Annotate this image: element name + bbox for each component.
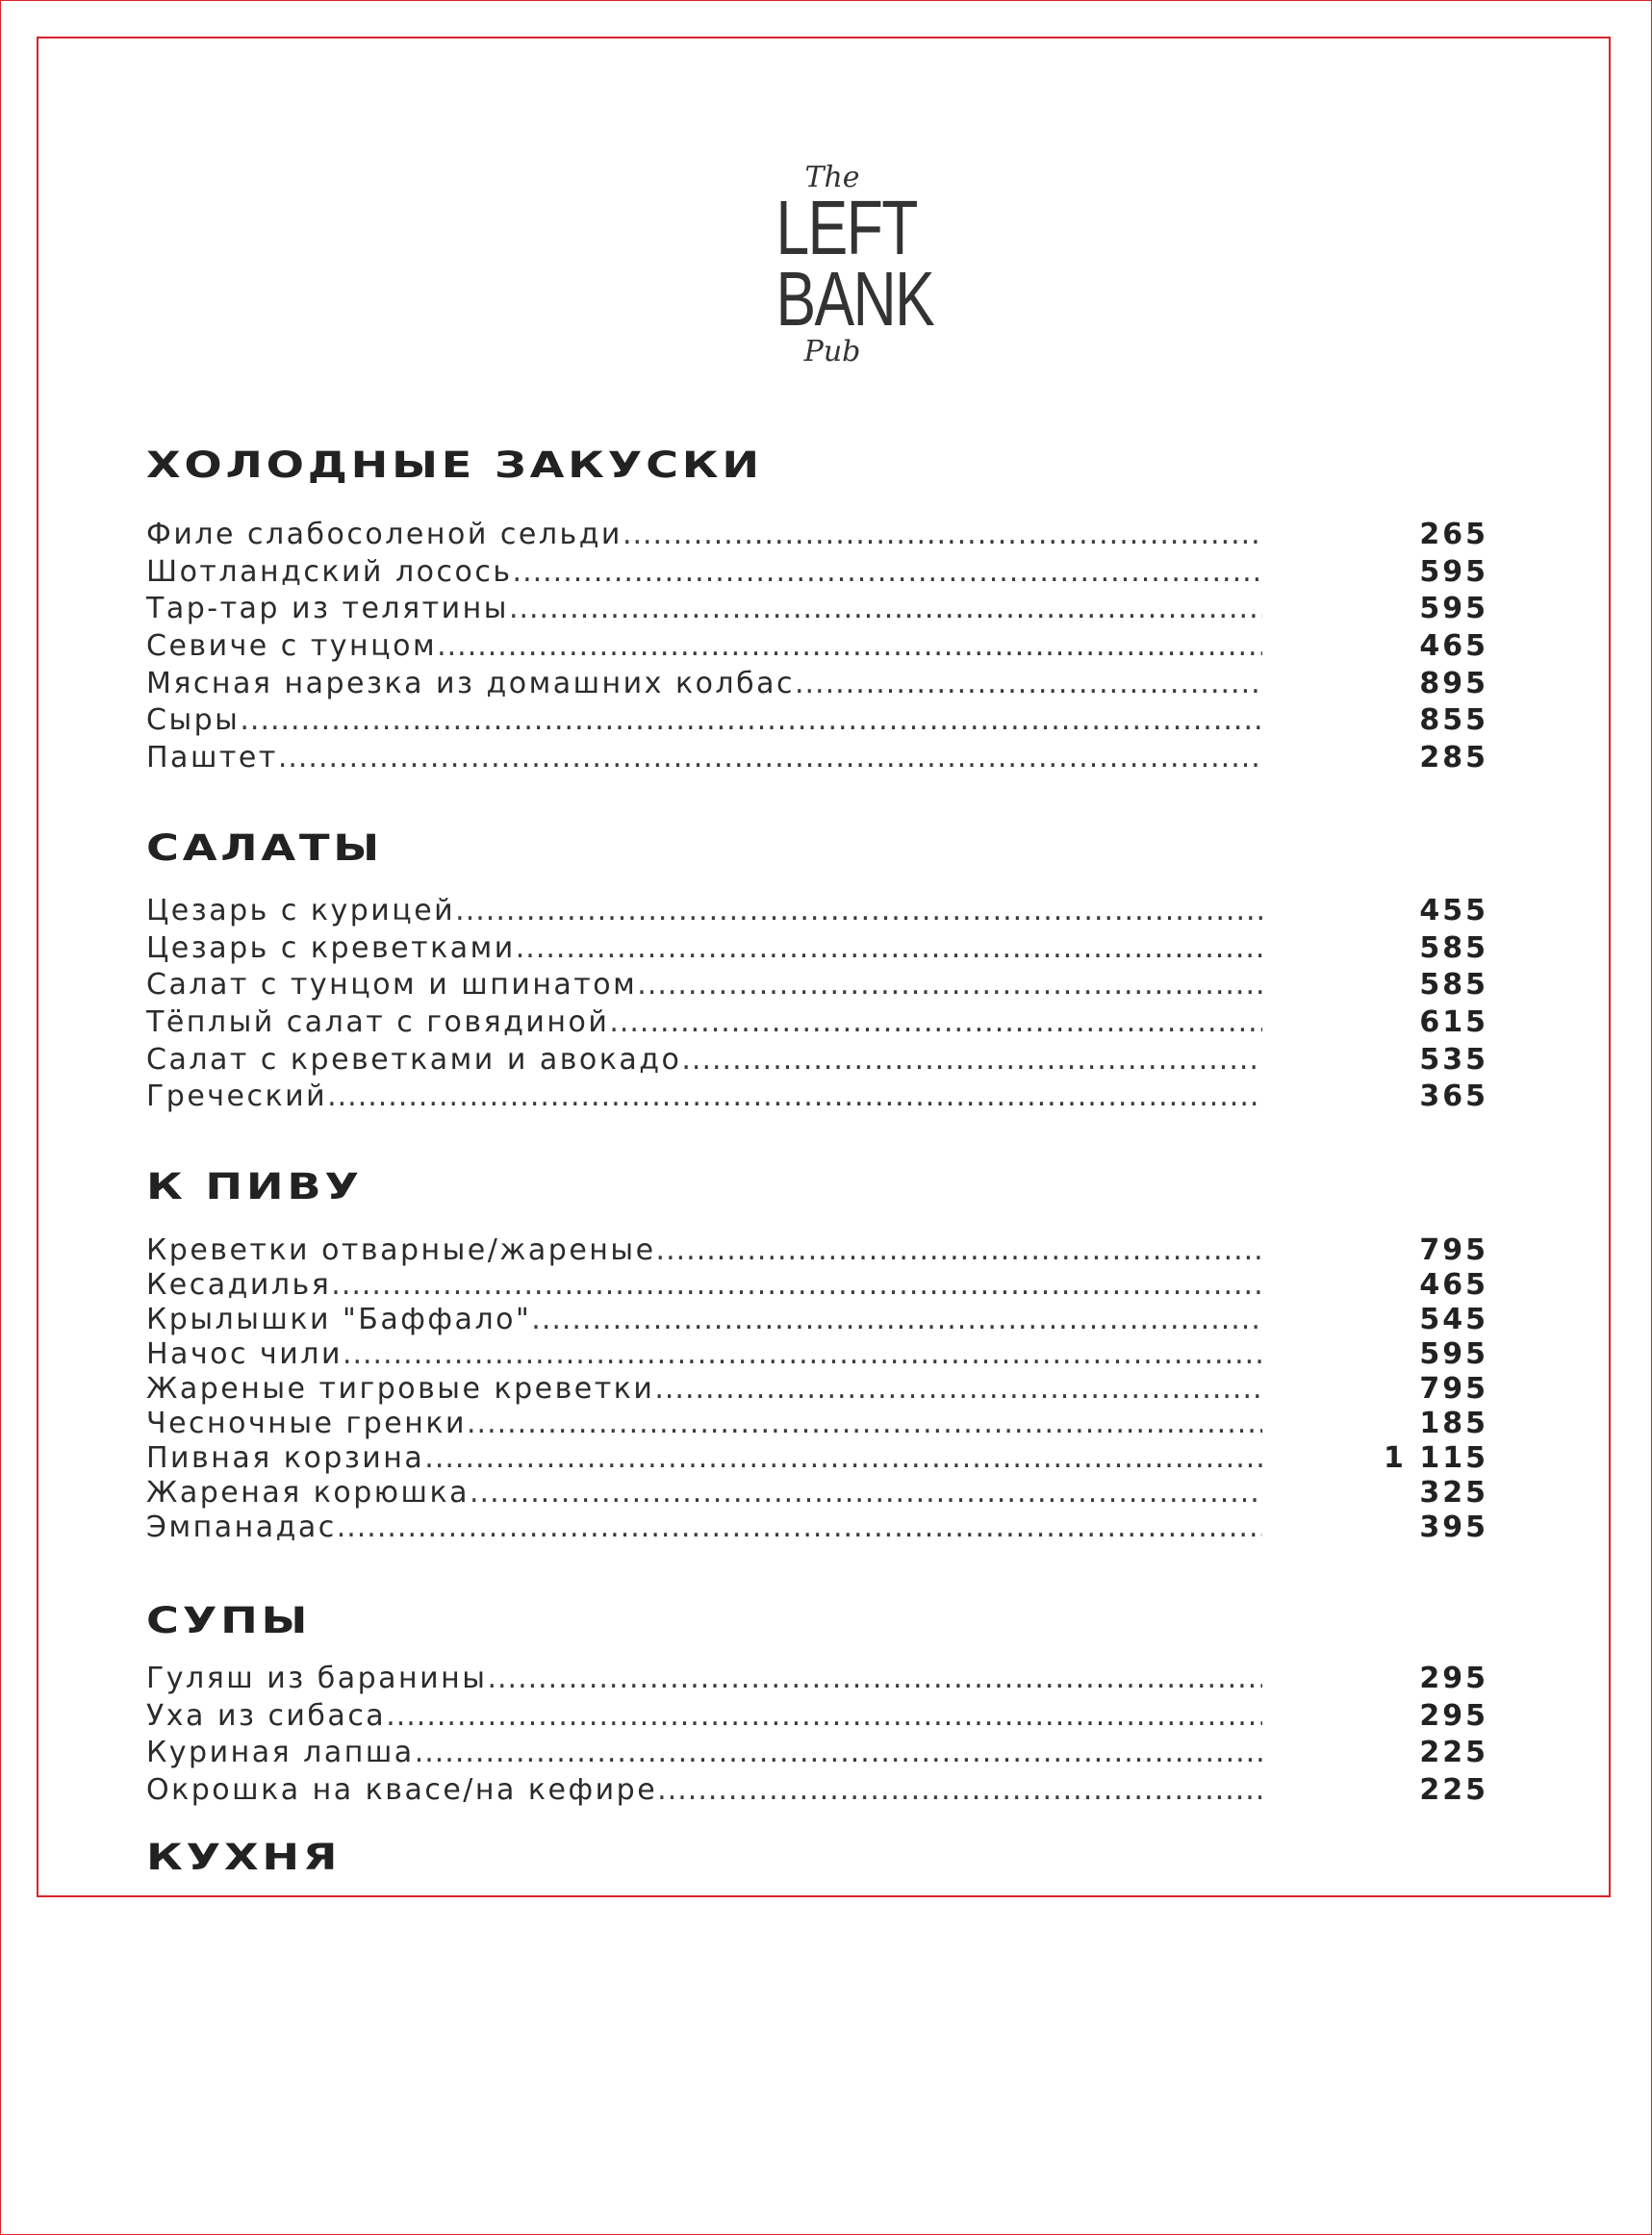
item-price: 895 [1419,666,1488,700]
item-name: Куриная лапша [146,1736,415,1770]
item-price: 295 [1419,1698,1488,1733]
item-price: 585 [1419,968,1488,1003]
section-title-salads: САЛАТЫ [146,827,383,869]
dot-leader [240,703,1262,737]
item-price: 465 [1419,629,1488,664]
section-title-beer-snacks: К ПИВУ [146,1166,363,1207]
dot-leader [657,1773,1262,1807]
dot-leader [331,1268,1262,1302]
dot-leader [415,1736,1262,1769]
menu-item [146,629,1488,667]
dot-leader [455,894,1262,927]
menu-item [146,1773,1488,1811]
menu-item [146,1005,1488,1043]
item-price: 455 [1419,894,1488,927]
logo-left: LEFT [775,185,917,270]
item-name: Шотландский лосось [146,554,513,589]
item-price: 595 [1419,1337,1488,1371]
menu-list-beer-snacks [146,1233,1488,1545]
item-price: 615 [1419,1005,1488,1040]
menu-item [146,1476,1488,1511]
section-title-cold-appetizers: ХОЛОДНЫЕ ЗАКУСКИ [146,444,763,486]
item-price: 595 [1419,554,1488,589]
menu-item [146,1043,1488,1080]
item-name: Эмпанадас [146,1511,337,1544]
item-price: 795 [1419,1233,1488,1267]
dot-leader [437,629,1262,663]
logo-pub: Pub [803,335,861,369]
item-price: 325 [1419,1476,1488,1510]
item-price: 225 [1419,1736,1488,1770]
dot-leader [386,1699,1262,1733]
menu-list-cold-appetizers [146,518,1488,778]
item-price: 465 [1419,1268,1488,1302]
menu-item [146,1233,1488,1268]
item-name: Салат с тунцом и шпинатом [146,968,638,1003]
menu-item [146,741,1488,778]
menu-item [146,1407,1488,1441]
item-name: Паштет [146,741,278,775]
item-name: Салат с креветками и авокадо [146,1042,682,1077]
dot-leader [467,1407,1262,1440]
item-name: Креветки отварные/жареные [146,1233,656,1267]
menu-item [146,1372,1488,1407]
menu-item [146,1079,1488,1117]
menu-item [146,518,1488,555]
item-name: Греческий [146,1079,328,1114]
item-name: Крылышки "Баффало" [146,1303,532,1336]
menu-item [146,1268,1488,1303]
item-name: Тёплый салат с говядиной [146,1005,610,1040]
item-name: Кесадилья [146,1268,332,1302]
item-price: 585 [1419,930,1488,965]
item-name: Севиче с тунцом [146,629,438,664]
item-name: Уха из сибаса [146,1698,387,1733]
item-name: Пивная корзина [146,1441,425,1475]
menu-item [146,592,1488,629]
item-name: Окрошка на квасе/на кефире [146,1773,658,1808]
dot-leader [623,518,1262,551]
menu-item [146,894,1488,931]
dot-leader [795,667,1262,700]
item-name: Жареная корюшка [146,1476,470,1510]
item-price: 795 [1419,1372,1488,1406]
dot-leader [509,592,1262,625]
dot-leader [654,1372,1262,1406]
dot-leader [531,1303,1262,1336]
item-price: 225 [1419,1773,1488,1808]
logo-the: The [804,161,860,194]
menu-item [146,1303,1488,1337]
item-price: 855 [1419,703,1488,738]
menu-list-salads [146,894,1488,1117]
menu-list-soups [146,1662,1488,1811]
item-name: Цезарь с креветками [146,930,516,965]
menu-item [146,1441,1488,1476]
item-name: Филе слабосоленой сельди [146,518,623,551]
menu-item [146,931,1488,969]
item-name: Мясная нарезка из домашних колбас [146,666,795,700]
dot-leader [609,1005,1262,1039]
item-price: 365 [1419,1079,1488,1114]
dot-leader [337,1511,1262,1544]
dot-leader [656,1233,1262,1267]
dot-leader [681,1043,1262,1077]
dot-leader [424,1441,1262,1475]
menu-item [146,1511,1488,1545]
item-price: 595 [1419,592,1488,626]
dot-leader [327,1079,1262,1113]
item-price: 395 [1419,1511,1488,1544]
dot-leader [513,555,1262,589]
menu-item [146,1662,1488,1699]
dot-leader [637,968,1262,1002]
item-price: 545 [1419,1303,1488,1336]
menu-item [146,1736,1488,1773]
item-price: 285 [1419,741,1488,775]
item-price: 295 [1419,1662,1488,1695]
menu-item [146,968,1488,1005]
section-title-soups: СУПЫ [146,1600,312,1641]
dot-leader [343,1337,1262,1371]
item-price: 1 115 [1384,1441,1488,1475]
dot-leader [278,741,1262,775]
item-name: Сыры [146,703,241,738]
item-name: Цезарь с курицей [146,894,456,927]
menu-item [146,667,1488,704]
item-name: Гуляш из баранины [146,1662,488,1695]
menu-item [146,555,1488,593]
pub-logo [760,161,934,369]
item-name: Чесночные гренки [146,1407,467,1440]
item-price: 265 [1419,518,1488,551]
item-price: 185 [1419,1407,1488,1440]
item-name: Начос чили [146,1337,343,1371]
dot-leader [470,1476,1262,1510]
logo-bank: BANK [775,255,934,342]
menu-item [146,703,1488,741]
dot-leader [516,931,1262,965]
menu-item [146,1699,1488,1737]
section-title-kitchen: КУХНЯ [146,1837,342,1878]
item-price: 535 [1419,1042,1488,1077]
item-name: Жареные тигровые креветки [146,1372,655,1406]
menu-item [146,1337,1488,1372]
dot-leader [487,1662,1262,1695]
item-name: Тар-тар из телятины [146,592,509,626]
